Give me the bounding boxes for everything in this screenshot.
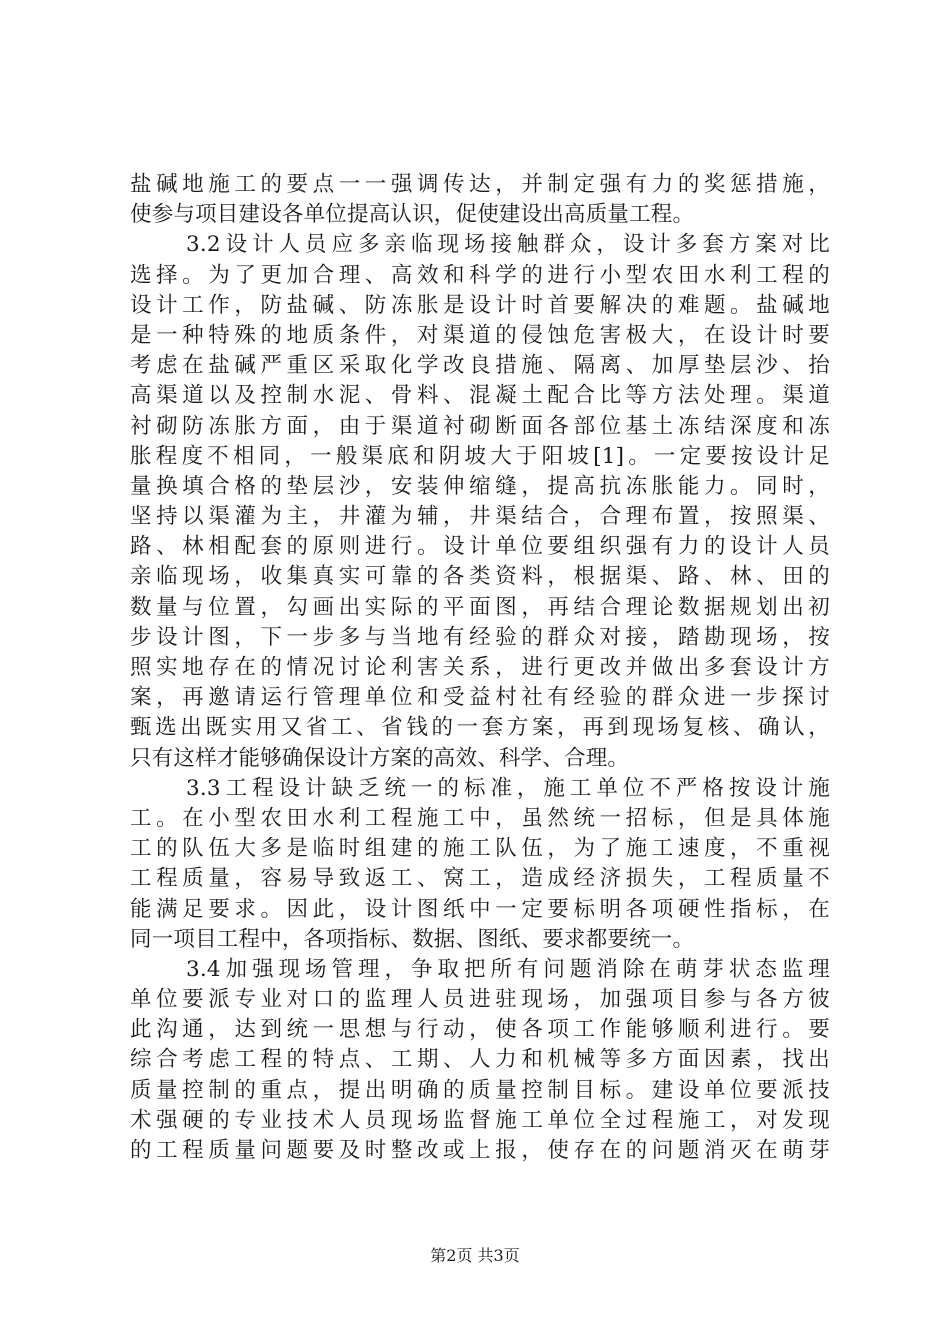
text-line: 设计工作，防盐碱、防冻胀是设计时首要解决的难题。盐碱地 [130, 292, 830, 318]
text-line: 盐碱地施工的要点一一强调传达，并制定强有力的奖惩措施， [130, 172, 830, 197]
text-line: 工的队伍大多是临时组建的施工队伍，为了施工速度，不重视 [130, 836, 830, 862]
text-line: 术强硬的专业技术人员现场监督施工单位全过程施工，对发现 [130, 1107, 830, 1133]
text-line: 衬砌防冻胀方面，由于渠道衬砌断面各部位基土冻结深度和冻 [130, 413, 830, 439]
text-line: 能满足要求。因此，设计图纸中一定要标明各项硬性指标，在 [130, 896, 830, 922]
text-line: 量换填合格的垫层沙，安装伸缩缝，提高抗冻胀能力。同时， [130, 473, 830, 499]
text-line: 使参与项目建设各单位提高认识，促使建设出高质量工程。 [130, 202, 695, 228]
text-line: 3.4加强现场管理，争取把所有问题消除在萌芽状态监理 [186, 956, 830, 982]
text-line: 坚持以渠灌为主，井灌为辅，井渠结合，合理布置，按照渠、 [130, 504, 830, 530]
text-line: 数量与位置，勾画出实际的平面图，再结合理论数据规划出初 [130, 594, 830, 620]
text-line: 3.2设计人员应多亲临现场接触群众，设计多套方案对比 [186, 232, 830, 258]
text-line: 此沟通，达到统一思想与行动，使各项工作能够顺利进行。要 [130, 1017, 830, 1043]
text-line: 只有这样才能够确保设计方案的高效、科学、合理。 [130, 745, 630, 771]
text-line: 单位要派专业对口的监理人员进驻现场，加强项目参与各方彼 [130, 987, 830, 1013]
text-line: 选择。为了更加合理、高效和科学的进行小型农田水利工程的 [130, 262, 830, 288]
text-line: 甄选出既实用又省工、省钱的一套方案，再到现场复核、确认， [130, 715, 830, 741]
text-line: 案，再邀请运行管理单位和受益村社有经验的群众进一步探讨 [130, 685, 830, 711]
text-line: 的工程质量问题要及时整改或上报，使存在的问题消灭在萌芽 [130, 1138, 830, 1163]
text-line: 亲临现场，收集真实可靠的各类资料，根据渠、路、林、田的 [130, 564, 830, 590]
text-line: 胀程度不相同，一般渠底和阴坡大于阳坡[1]。一定要按设计足 [130, 443, 830, 469]
page-footer: 第2页 共3页 [430, 1246, 520, 1265]
text-line: 照实地存在的情况讨论利害关系，进行更改并做出多套设计方 [130, 655, 830, 680]
text-line: 是一种特殊的地质条件，对渠道的侵蚀危害极大，在设计时要 [130, 322, 830, 348]
text-line: 考虑在盐碱严重区采取化学改良措施、隔离、加厚垫层沙、抬 [130, 353, 830, 379]
text-line: 同一项目工程中，各项指标、数据、图纸、要求都要统一。 [130, 926, 695, 952]
text-line: 高渠道以及控制水泥、骨料、混凝土配合比等方法处理。渠道 [130, 383, 830, 409]
text-line: 工程质量，容易导致返工、窝工，造成经济损失，工程质量不 [130, 866, 830, 892]
text-line: 质量控制的重点，提出明确的质量控制目标。建设单位要派技 [130, 1077, 830, 1103]
text-line: 步设计图，下一步多与当地有经验的群众对接，踏勘现场，按 [130, 624, 830, 650]
text-line: 工。在小型农田水利工程施工中，虽然统一招标，但是具体施 [130, 805, 830, 831]
body-text [130, 170, 830, 1166]
text-line: 综合考虑工程的特点、工期、人力和机械等多方面因素，找出 [130, 1047, 830, 1073]
text-line: 路、林相配套的原则进行。设计单位要组织强有力的设计人员 [130, 534, 830, 560]
text-line: 3.3工程设计缺乏统一的标准，施工单位不严格按设计施 [186, 775, 830, 801]
